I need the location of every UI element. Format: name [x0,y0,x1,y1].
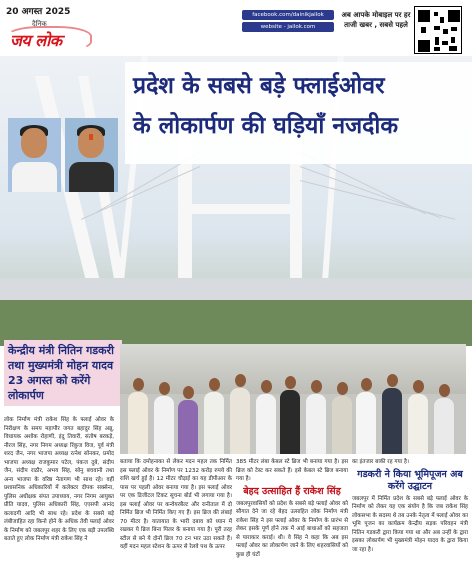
column-2-top: 385 मीटर लंबा केबल स्टे ब्रिज भी बनाया गया है। इस ब्रिज को टेस्ट कर सकते हैं। इसे केबल स्टे ब्रिज बनाया गया है। [236,459,348,482]
logo-tagline: दैनिक [32,20,47,28]
masthead [0,0,472,56]
website-link[interactable]: website - jailok.com [242,22,334,32]
main-headline [125,62,472,164]
side-story-heading: केन्द्रीय मंत्री नितिन गडकरी तथा मुख्यमंत्री मोहन यादव 23 अगस्त को करेंगे लोकार्पण [8,344,114,402]
facebook-link[interactable]: facebook.com/dainikjailok [242,10,334,20]
column-3-body: जबलपुर में निर्मित प्रदेश के सबसे बड़े फ्लाई ओवर के निर्माण को लेकर यह एक संयोग है कि जब राकेश सिंह लोकसभा के सदस्य थे तब उनके नेतृत्व में फ्लाई ओवर का भूमि पूजन का कार्यक्रम केन्द्रीय सड़क परिवहन मंत्री नितिन गडकरी द्वारा किया गया था और अब उन्हीं के द्वारा इसका लोकार्पण भी मुख्यमंत्री मोहन यादव के द्वारा किया जा रहा है। [352,495,468,553]
portrait-nitin-gadkari [8,118,61,192]
pylon-crossbeam [190,204,300,214]
inspection-photo [120,344,466,454]
article-column-1: बताया कि दमोहनाका से लेकर मदन महल तक निर्मित इस फ्लाई ओवर के निर्माण पर 1232 करोड़ रुपये की राशि खर्च हुई है। 12 मीटर चौड़ाई का यह डीपीआर के पास पर पहली ओवर बनाया गया है। इस फ्लाई ओवर पर एक डिजीटल टिकट सूचना बोर्ड भी लगाया गया है। इस फ्लाई ओवर पर कन्वेयरबैल्ट और रानीताल में दो निर्मित ब्रिज भी निर्मित किए गए हैं। इस ब्रिज की लंबाई 70 मीटर है। यातायात के भारी दबाव को ध्यान में रखकर ये ब्रिज बिना पिलर के बनाया गया है। पूरी तरह स्टील से बने ये दोनों ब्रिज 70 टन भार उठा सकते हैं। वहीं मदन महल स्टेशन के ऊपर से रेलवे पथ के ऊपर [120,459,232,550]
newspaper-logo [6,22,92,52]
issue-date: 20 अगस्त 2025 [6,7,71,17]
article-column-2 [236,458,348,559]
leader-portraits [8,118,118,192]
portrait-mohan-yadav [65,118,118,192]
flyover-deck [0,278,472,300]
logo-name: जय लोक [10,31,62,50]
article-column-3 [352,458,468,554]
side-story-heading-box [4,340,122,406]
column-2-body: जबलपुरवासियों को प्रदेश के सबसे बड़े फ्लाई ओवर को सौगात देने जा रहे बेहद उत्साहित लोक निर्माण मंत्री राकेश सिंह ने इस फ्लाई ओवर के निर्माण के प्रारंभ से लेकर इसके पूर्ण होने तक में आई बाधाओं को सहजता से पाराकार कराई। थी। वे सिंह ने कहा कि अब इस फ्लाई ओवर का लोकार्पण जाने के लिए शहरवासियों को कुछ ही घंटों [236,500,348,558]
mobile-promo [340,10,412,30]
headline-line2: के लोकार्पण की घड़ियाँ नजदीक [133,113,398,139]
side-story-body: लोक निर्माण मंत्री राकेश सिंह के फ्लाई ओवर के निरीक्षण के समय महापौर जगत बहादुर सिंह अन्नू, विधायक अशोक रोहाणी, इंदु तिवारी, संतोष बरकड़े, नीरज सिंह, नगर निगम अध्यक्ष रिंकुज विज, पूर्व मंत्री शरद जैन, नगर भाजपा अध्यक्ष रत्नेश सोनकर, प्रमोद भाजपा अध्यक्ष राजकुमार पटेल, पंकज दुबे, संदीप जैन, संदीप राठौर, अभय सिंह, सोनु बचवानी तथा अन्य भाजपा के वरिष्ठ नेतागण भी साथ रहे। वहीं प्रशासनिक अधिकारियों में कलेक्टर दीपक सक्सेना, पुलिस अधीक्षक संपत उपाध्याय, नगर निगम आयुक्त प्रीति यादव, पुलिस अधिकारी सिंह, एएसपी आनंद कलादगी आदि भी साथ रहे। प्रदेश के सबसे बड़े लंबीजाहित रहा किनो होने के अधिक तेवी फ्लाई ओवर के निर्माण को जबलपुर शहर के लिए एक बड़ी उपलब्धि बताते हुए लोक निर्माण मंत्री राकेश सिंह ने [4,417,114,542]
column-3-top: का इंतजार बाकी रह गया है। [352,459,410,465]
mobile-promo-line2: ताजी खबर , सबसे पहले [344,21,408,29]
qr-code-icon[interactable] [414,6,462,54]
mobile-promo-line1: अब आपके मोबाइल पर हर [341,11,411,19]
social-links [242,10,334,34]
column-2-subheading: बेहद उत्साहित हैं राकेश सिंह [243,485,341,497]
headline-line1: प्रदेश के सबसे बड़े फ्लाईओवर [133,73,385,99]
column-3-subheading: गडकरी ने किया भूमिपूजन अब करेंगे उद्घाटन [357,468,463,492]
